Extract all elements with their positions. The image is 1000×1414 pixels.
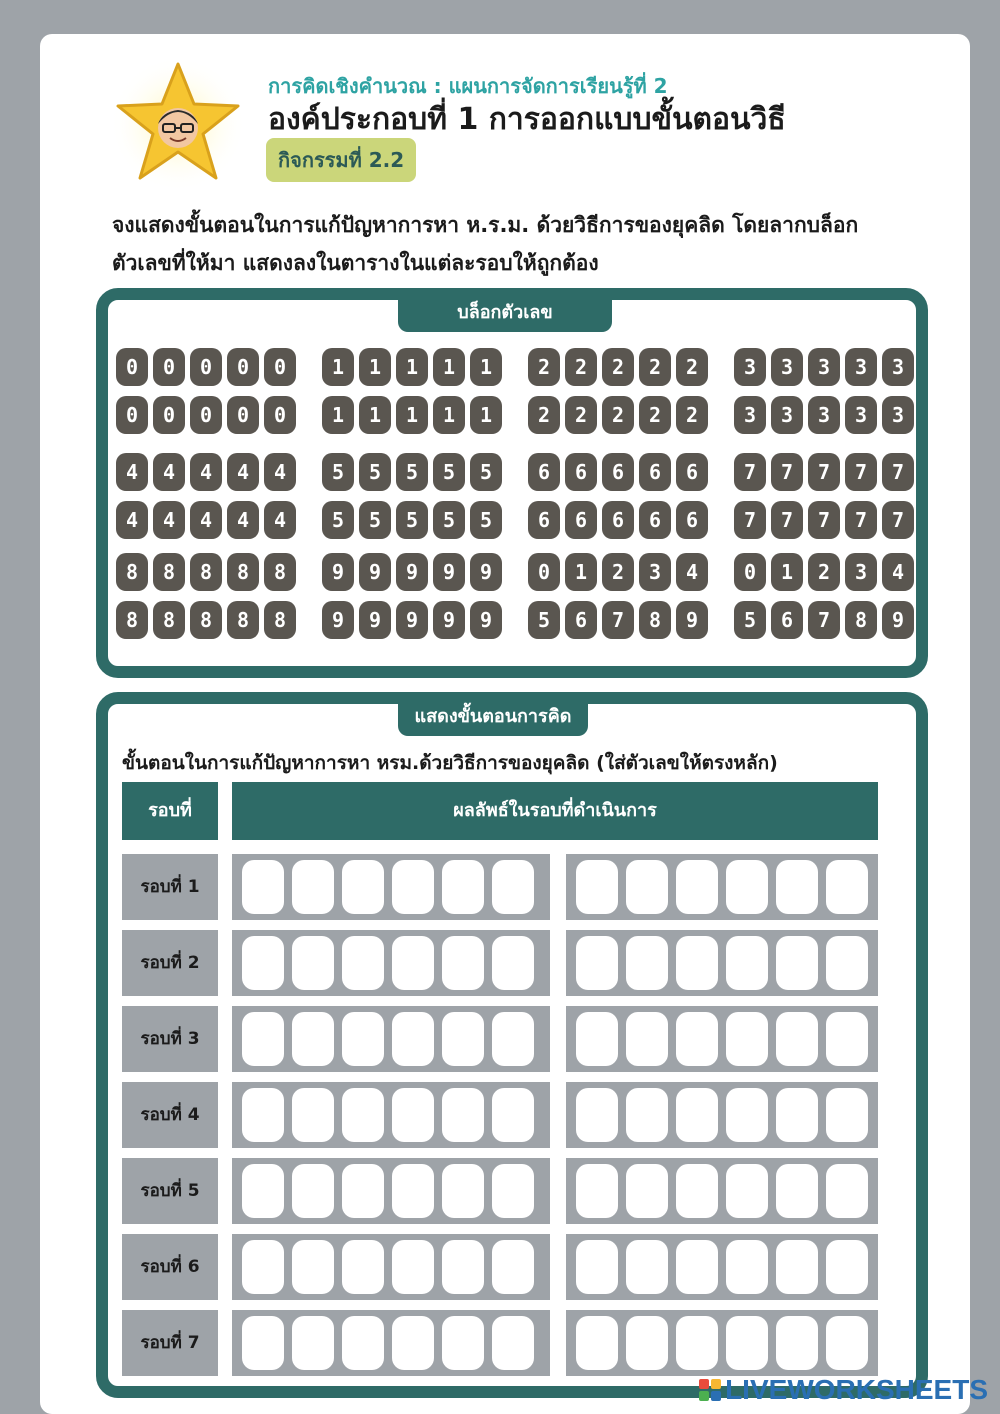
drop-slot[interactable] [676, 1316, 718, 1370]
block-row [116, 453, 914, 491]
drop-slot[interactable] [776, 1012, 818, 1066]
number-block[interactable]: 7 [808, 453, 840, 491]
drop-slot[interactable] [676, 860, 718, 914]
block-group [322, 501, 502, 539]
drop-slot[interactable] [726, 1012, 768, 1066]
number-block[interactable]: 7 [882, 501, 914, 539]
number-block[interactable]: 4 [882, 553, 914, 591]
block-row [116, 553, 914, 591]
block-group [528, 396, 708, 434]
number-block[interactable]: 9 [433, 553, 465, 591]
drop-slot[interactable] [392, 860, 434, 914]
number-block[interactable]: 1 [470, 396, 502, 434]
instructions-line-1: จงแสดงขั้นตอนในการแก้ปัญหาการหา ห.ร.ม. ด้วยวิธีการของยุคลิด โดยลากบล็อก [112, 213, 859, 237]
number-block[interactable]: 0 [153, 396, 185, 434]
drop-slot[interactable] [492, 1012, 534, 1066]
drop-slot[interactable] [576, 1088, 618, 1142]
instructions [112, 206, 942, 282]
number-block[interactable]: 7 [845, 501, 877, 539]
block-group [734, 348, 914, 386]
drop-slot[interactable] [826, 1012, 868, 1066]
block-group [734, 601, 914, 639]
number-block[interactable]: 9 [359, 601, 391, 639]
number-block[interactable]: 2 [602, 553, 634, 591]
number-block[interactable]: 1 [322, 348, 354, 386]
number-block[interactable]: 8 [227, 553, 259, 591]
number-block[interactable]: 3 [771, 396, 803, 434]
round-label: รอบที่ 4 [122, 1082, 218, 1148]
number-block[interactable]: 5 [322, 501, 354, 539]
number-block[interactable]: 4 [153, 453, 185, 491]
number-block[interactable]: 0 [264, 396, 296, 434]
liveworksheets-logo-icon [699, 1379, 721, 1401]
drop-slot[interactable] [442, 1164, 484, 1218]
block-group [116, 396, 296, 434]
drop-slot[interactable] [676, 1164, 718, 1218]
block-row [116, 601, 914, 639]
drop-slot[interactable] [726, 1164, 768, 1218]
drop-slot-group-right [566, 1158, 878, 1224]
drop-slot[interactable] [392, 1316, 434, 1370]
drop-slot[interactable] [776, 1240, 818, 1294]
instructions-line-2: ตัวเลขที่ให้มา แสดงลงในตารางในแต่ละรอบให้ถูกต้อง [112, 251, 599, 275]
drop-slot[interactable] [776, 860, 818, 914]
drop-slot[interactable] [626, 1012, 668, 1066]
number-block[interactable]: 1 [359, 348, 391, 386]
thinking-steps-tab: แสดงขั้นตอนการคิด [398, 700, 588, 736]
drop-slot[interactable] [726, 1316, 768, 1370]
drop-slot[interactable] [492, 1316, 534, 1370]
number-block[interactable]: 1 [396, 348, 428, 386]
drop-slot[interactable] [392, 1240, 434, 1294]
drop-slot[interactable] [442, 1240, 484, 1294]
number-block[interactable]: 0 [190, 396, 222, 434]
round-label: รอบที่ 3 [122, 1006, 218, 1072]
drop-slot[interactable] [342, 1164, 384, 1218]
number-block[interactable]: 3 [639, 553, 671, 591]
drop-slot[interactable] [292, 1240, 334, 1294]
number-block[interactable]: 6 [528, 501, 560, 539]
block-group [734, 501, 914, 539]
number-block[interactable]: 0 [227, 348, 259, 386]
block-group [322, 348, 502, 386]
number-block[interactable]: 6 [771, 601, 803, 639]
drop-slot[interactable] [242, 860, 284, 914]
number-block[interactable]: 2 [676, 396, 708, 434]
drop-slot[interactable] [726, 860, 768, 914]
number-block[interactable]: 9 [882, 601, 914, 639]
number-block[interactable]: 6 [676, 501, 708, 539]
drop-slot[interactable] [292, 1316, 334, 1370]
drop-slot[interactable] [676, 1088, 718, 1142]
number-block[interactable]: 3 [734, 348, 766, 386]
drop-slot[interactable] [576, 860, 618, 914]
number-block[interactable]: 7 [808, 601, 840, 639]
number-block[interactable]: 6 [602, 453, 634, 491]
drop-slot[interactable] [292, 860, 334, 914]
drop-slot[interactable] [342, 860, 384, 914]
number-block[interactable]: 7 [771, 501, 803, 539]
block-row [116, 348, 914, 386]
number-block[interactable]: 5 [433, 501, 465, 539]
drop-slot[interactable] [442, 936, 484, 990]
number-block[interactable]: 3 [808, 396, 840, 434]
number-block[interactable]: 6 [565, 501, 597, 539]
number-block[interactable]: 2 [528, 348, 560, 386]
drop-slot[interactable] [776, 1316, 818, 1370]
number-block[interactable]: 7 [882, 453, 914, 491]
number-block[interactable]: 1 [771, 553, 803, 591]
number-block[interactable]: 0 [190, 348, 222, 386]
number-block[interactable]: 9 [396, 553, 428, 591]
drop-slot[interactable] [626, 1240, 668, 1294]
number-block[interactable]: 8 [116, 601, 148, 639]
block-group [116, 453, 296, 491]
round-row [122, 1158, 878, 1224]
number-block[interactable]: 7 [808, 501, 840, 539]
drop-slot[interactable] [492, 1088, 534, 1142]
drop-slot-group-left [232, 1082, 550, 1148]
drop-slot[interactable] [342, 1240, 384, 1294]
drop-slot[interactable] [826, 1164, 868, 1218]
number-block[interactable]: 4 [190, 501, 222, 539]
number-block[interactable]: 2 [808, 553, 840, 591]
number-block[interactable]: 0 [528, 553, 560, 591]
number-block[interactable]: 4 [227, 453, 259, 491]
number-block[interactable]: 1 [396, 396, 428, 434]
drop-slot[interactable] [242, 1316, 284, 1370]
number-block[interactable]: 8 [190, 553, 222, 591]
number-block[interactable]: 0 [116, 348, 148, 386]
number-block[interactable]: 7 [734, 453, 766, 491]
number-block[interactable]: 3 [845, 396, 877, 434]
block-group [116, 601, 296, 639]
number-block[interactable]: 3 [845, 348, 877, 386]
block-group [528, 453, 708, 491]
round-label: รอบที่ 5 [122, 1158, 218, 1224]
number-block[interactable]: 0 [153, 348, 185, 386]
block-group [528, 501, 708, 539]
number-block[interactable]: 9 [322, 601, 354, 639]
drop-slot[interactable] [492, 936, 534, 990]
block-group [116, 501, 296, 539]
drop-slot-group-left [232, 930, 550, 996]
number-block[interactable]: 8 [153, 601, 185, 639]
drop-slot[interactable] [342, 1316, 384, 1370]
number-block[interactable]: 8 [264, 553, 296, 591]
block-group [528, 553, 708, 591]
number-block[interactable]: 3 [734, 396, 766, 434]
worksheet-page [40, 34, 970, 1414]
number-block[interactable]: 5 [528, 601, 560, 639]
number-block[interactable]: 4 [264, 453, 296, 491]
drop-slot[interactable] [292, 936, 334, 990]
drop-slot[interactable] [392, 1164, 434, 1218]
block-group [116, 553, 296, 591]
round-label: รอบที่ 2 [122, 930, 218, 996]
number-block[interactable]: 4 [676, 553, 708, 591]
round-column-header: รอบที่ [122, 782, 218, 840]
drop-slot-group-left [232, 1234, 550, 1300]
drop-slot[interactable] [392, 1088, 434, 1142]
drop-slot[interactable] [626, 936, 668, 990]
number-block[interactable]: 5 [734, 601, 766, 639]
drop-slot[interactable] [676, 1240, 718, 1294]
round-row [122, 854, 878, 920]
number-block[interactable]: 5 [359, 501, 391, 539]
round-row [122, 1234, 878, 1300]
drop-slot[interactable] [242, 1012, 284, 1066]
number-block[interactable]: 6 [565, 453, 597, 491]
drop-slot[interactable] [826, 1240, 868, 1294]
number-block[interactable]: 4 [190, 453, 222, 491]
number-block[interactable]: 6 [565, 601, 597, 639]
drop-slot-group-left [232, 1310, 550, 1376]
number-block[interactable]: 5 [396, 453, 428, 491]
drop-slot[interactable] [726, 936, 768, 990]
drop-slot[interactable] [626, 860, 668, 914]
number-block[interactable]: 2 [528, 396, 560, 434]
drop-slot[interactable] [442, 1012, 484, 1066]
number-block[interactable]: 2 [565, 396, 597, 434]
drop-slot[interactable] [392, 1012, 434, 1066]
drop-slot[interactable] [342, 936, 384, 990]
drop-slot[interactable] [826, 860, 868, 914]
drop-slot[interactable] [292, 1012, 334, 1066]
number-block[interactable]: 7 [845, 453, 877, 491]
drop-slot[interactable] [626, 1164, 668, 1218]
number-block[interactable]: 0 [227, 396, 259, 434]
drop-slot[interactable] [726, 1240, 768, 1294]
drop-slot[interactable] [242, 1088, 284, 1142]
round-label: รอบที่ 6 [122, 1234, 218, 1300]
block-group [322, 396, 502, 434]
number-block[interactable]: 7 [771, 453, 803, 491]
block-group [734, 396, 914, 434]
drop-slot[interactable] [576, 1012, 618, 1066]
drop-slot[interactable] [776, 1088, 818, 1142]
block-group [528, 601, 708, 639]
drop-slot[interactable] [242, 936, 284, 990]
number-block[interactable]: 3 [882, 396, 914, 434]
number-block[interactable]: 9 [322, 553, 354, 591]
number-block[interactable]: 3 [845, 553, 877, 591]
number-block[interactable]: 1 [433, 396, 465, 434]
round-row [122, 930, 878, 996]
number-block[interactable]: 6 [528, 453, 560, 491]
number-block[interactable]: 3 [808, 348, 840, 386]
drop-slot-group-left [232, 1006, 550, 1072]
drop-slot[interactable] [676, 936, 718, 990]
drop-slot-group-right [566, 1310, 878, 1376]
number-block[interactable]: 0 [734, 553, 766, 591]
number-block[interactable]: 6 [639, 453, 671, 491]
drop-slot-group-left [232, 854, 550, 920]
number-block[interactable]: 8 [190, 601, 222, 639]
number-block[interactable]: 6 [676, 453, 708, 491]
drop-slot-group-right [566, 854, 878, 920]
block-group [322, 453, 502, 491]
drop-slot[interactable] [342, 1088, 384, 1142]
number-block[interactable]: 2 [602, 348, 634, 386]
liveworksheets-watermark [699, 1374, 988, 1406]
drop-slot-group-left [232, 1158, 550, 1224]
drop-slot[interactable] [242, 1164, 284, 1218]
number-block[interactable]: 3 [882, 348, 914, 386]
drop-slot[interactable] [242, 1240, 284, 1294]
number-block[interactable]: 2 [639, 396, 671, 434]
block-group [528, 348, 708, 386]
number-block[interactable]: 2 [676, 348, 708, 386]
drop-slot[interactable] [492, 1240, 534, 1294]
number-blocks-tab: บล็อกตัวเลข [398, 296, 612, 332]
number-block[interactable]: 8 [227, 601, 259, 639]
number-block[interactable]: 8 [264, 601, 296, 639]
number-block[interactable]: 4 [116, 453, 148, 491]
drop-slot-group-right [566, 930, 878, 996]
number-block[interactable]: 4 [116, 501, 148, 539]
lesson-subtitle: การคิดเชิงคำนวณ : แผนการจัดการเรียนรู้ที่ 2 [268, 74, 668, 98]
round-row [122, 1310, 878, 1376]
star-mascot-icon [108, 54, 248, 194]
number-block[interactable]: 6 [639, 501, 671, 539]
number-block[interactable]: 5 [322, 453, 354, 491]
drop-slot[interactable] [826, 936, 868, 990]
number-block[interactable]: 2 [602, 396, 634, 434]
number-blocks-panel [96, 288, 928, 678]
drop-slot[interactable] [576, 936, 618, 990]
number-block[interactable]: 1 [433, 348, 465, 386]
round-row [122, 1082, 878, 1148]
drop-slot-group-right [566, 1082, 878, 1148]
drop-slot[interactable] [676, 1012, 718, 1066]
number-block[interactable]: 0 [116, 396, 148, 434]
drop-slot[interactable] [442, 860, 484, 914]
number-block[interactable]: 4 [153, 501, 185, 539]
number-block[interactable]: 9 [470, 553, 502, 591]
number-block[interactable]: 9 [359, 553, 391, 591]
number-block[interactable]: 8 [639, 601, 671, 639]
number-block[interactable]: 6 [602, 501, 634, 539]
number-block[interactable]: 7 [602, 601, 634, 639]
block-row [116, 396, 914, 434]
number-block[interactable]: 1 [565, 553, 597, 591]
drop-slot[interactable] [776, 936, 818, 990]
number-block[interactable]: 5 [359, 453, 391, 491]
page-title: องค์ประกอบที่ 1 การออกแบบขั้นตอนวิธี [268, 102, 786, 137]
drop-slot[interactable] [492, 860, 534, 914]
block-group [116, 348, 296, 386]
number-block[interactable]: 9 [396, 601, 428, 639]
number-block[interactable]: 9 [676, 601, 708, 639]
number-block[interactable]: 4 [227, 501, 259, 539]
drop-slot[interactable] [442, 1088, 484, 1142]
block-group [734, 553, 914, 591]
number-block[interactable]: 5 [433, 453, 465, 491]
number-block[interactable]: 9 [470, 601, 502, 639]
number-block[interactable]: 8 [845, 601, 877, 639]
round-label: รอบที่ 1 [122, 854, 218, 920]
number-block[interactable]: 0 [264, 348, 296, 386]
number-block[interactable]: 3 [771, 348, 803, 386]
number-block[interactable]: 4 [264, 501, 296, 539]
drop-slot[interactable] [342, 1012, 384, 1066]
drop-slot[interactable] [576, 1240, 618, 1294]
drop-slot[interactable] [292, 1088, 334, 1142]
steps-label: ขั้นตอนในการแก้ปัญหาการหา หรม.ด้วยวิธีการของยุคลิด (ใส่ตัวเลขให้ตรงหลัก) [122, 752, 778, 774]
drop-slot[interactable] [576, 1164, 618, 1218]
round-label: รอบที่ 7 [122, 1310, 218, 1376]
drop-slot[interactable] [492, 1164, 534, 1218]
drop-slot-group-right [566, 1006, 878, 1072]
drop-slot[interactable] [392, 936, 434, 990]
number-block[interactable]: 2 [639, 348, 671, 386]
thinking-steps-panel [96, 692, 928, 1398]
number-block[interactable]: 1 [359, 396, 391, 434]
drop-slot[interactable] [826, 1088, 868, 1142]
drop-slot[interactable] [776, 1164, 818, 1218]
number-block[interactable]: 1 [470, 348, 502, 386]
drop-slot[interactable] [726, 1088, 768, 1142]
drop-slot[interactable] [826, 1316, 868, 1370]
block-group [322, 601, 502, 639]
number-block[interactable]: 7 [734, 501, 766, 539]
number-block[interactable]: 8 [116, 553, 148, 591]
number-block[interactable]: 5 [470, 453, 502, 491]
drop-slot[interactable] [292, 1164, 334, 1218]
round-row [122, 1006, 878, 1072]
drop-slot[interactable] [626, 1316, 668, 1370]
number-block[interactable]: 5 [396, 501, 428, 539]
number-block[interactable]: 9 [433, 601, 465, 639]
activity-badge: กิจกรรมที่ 2.2 [266, 138, 416, 182]
drop-slot[interactable] [442, 1316, 484, 1370]
block-group [322, 553, 502, 591]
drop-slot[interactable] [576, 1316, 618, 1370]
drop-slot[interactable] [626, 1088, 668, 1142]
number-block[interactable]: 8 [153, 553, 185, 591]
block-group [734, 453, 914, 491]
number-block[interactable]: 2 [565, 348, 597, 386]
number-block[interactable]: 1 [322, 396, 354, 434]
result-column-header: ผลลัพธ์ในรอบที่ดำเนินการ [232, 782, 878, 840]
drop-slot-group-right [566, 1234, 878, 1300]
watermark-text: LIVEWORKSHEETS [725, 1374, 988, 1405]
block-row [116, 501, 914, 539]
number-block[interactable]: 5 [470, 501, 502, 539]
